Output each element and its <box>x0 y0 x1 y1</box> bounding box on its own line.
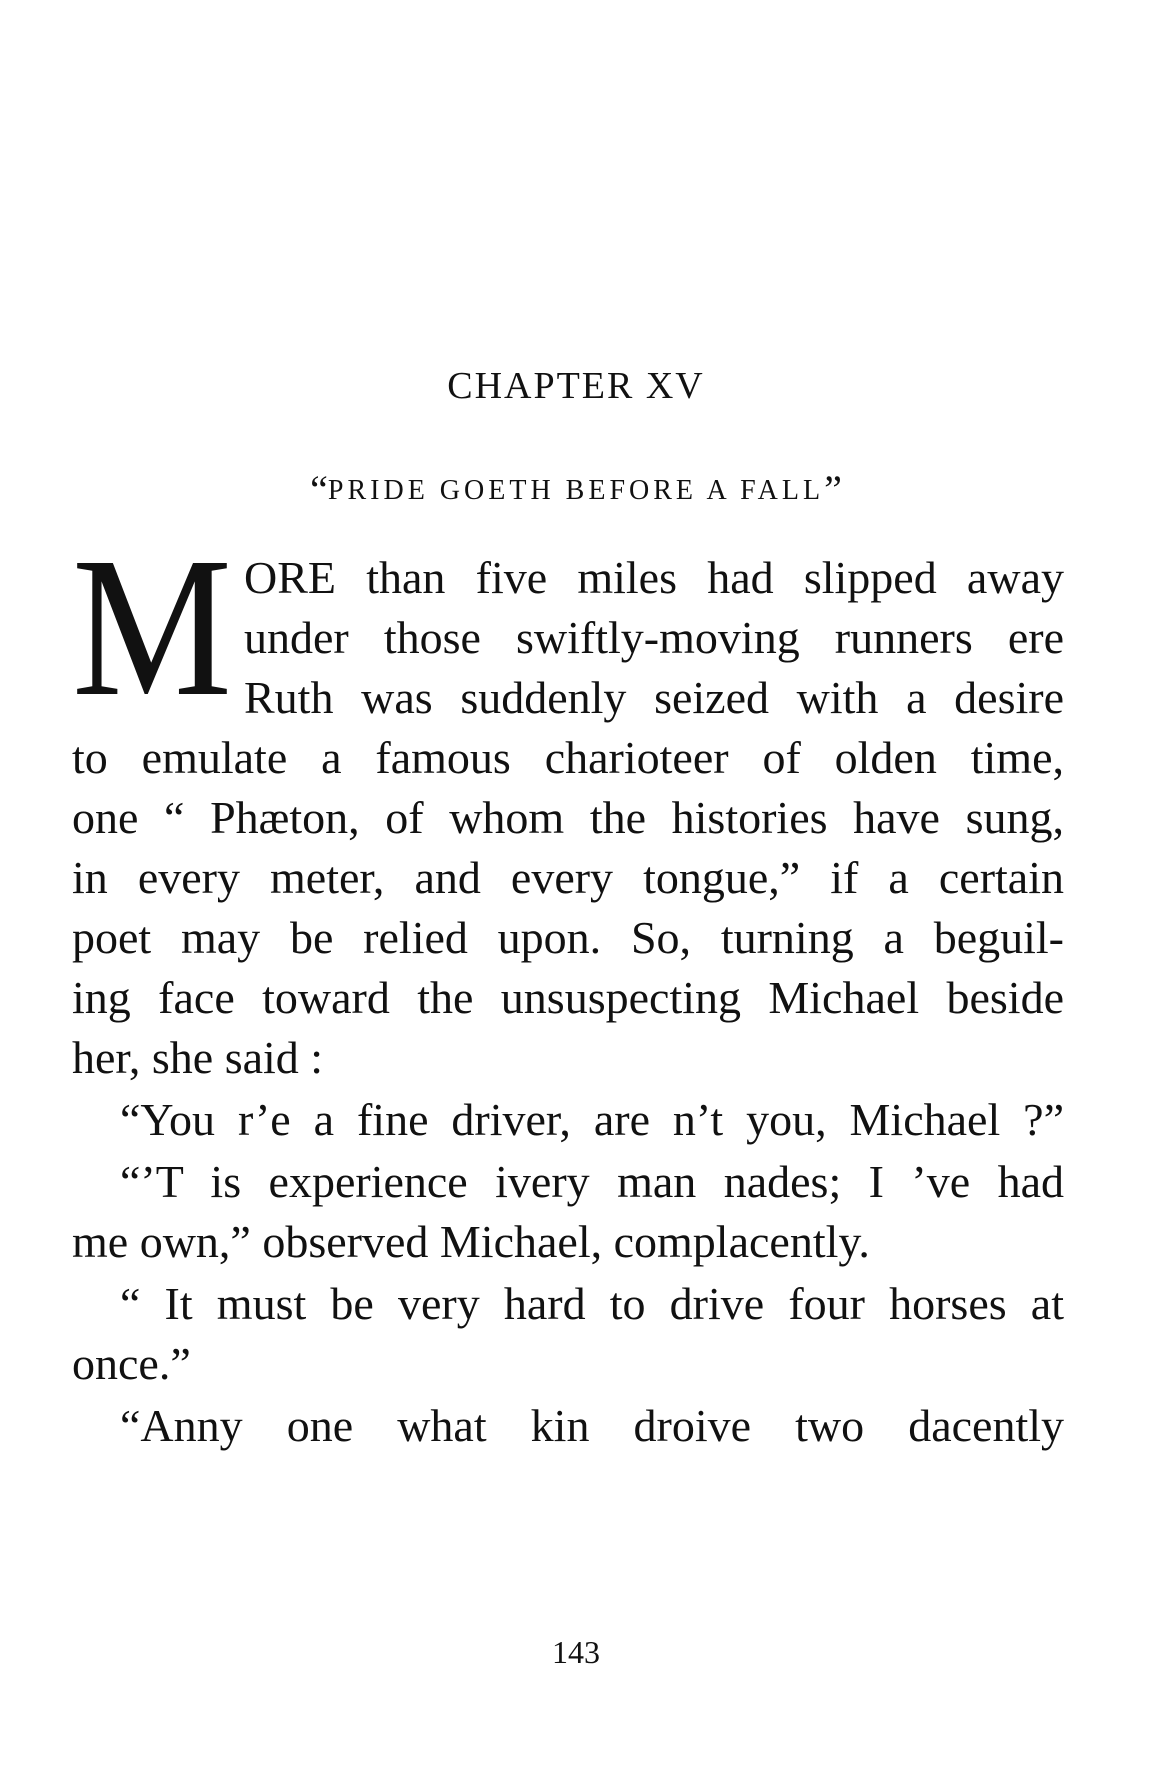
text-line: Ruth was suddenly seized with a desire <box>244 672 1064 723</box>
subtitle-open-quote: “ <box>310 467 328 512</box>
text-line: “Anny one what kin droive two dacently <box>120 1400 1064 1451</box>
text-line: her, she said : <box>72 1032 324 1083</box>
subtitle-text: PRIDE GOETH BEFORE A FALL <box>327 475 825 506</box>
text-line: poet may be relied upon. So, turning a beguil- <box>72 912 1064 963</box>
text-line: one “ Phæton, of whom the histories have sung, <box>72 792 1064 843</box>
text-line: once.” <box>72 1338 191 1389</box>
text-line: ing face toward the unsuspecting Michael beside <box>72 972 1064 1023</box>
chapter-subtitle <box>0 466 1152 513</box>
page-number: 143 <box>552 1634 600 1670</box>
text-line: under those swiftly-moving runners ere <box>244 612 1064 663</box>
text-line: “You r’e a fine driver, are n’t you, Michael ?” <box>120 1094 1064 1145</box>
chapter-heading: CHAPTER XV <box>447 365 705 407</box>
text-line: ORE than five miles had slipped away <box>244 552 1064 603</box>
text-line: in every meter, and every tongue,” if a certain <box>72 852 1064 903</box>
text-line: to emulate a famous charioteer of olden time, <box>72 732 1064 783</box>
text-line: me own,” observed Michael, complacently. <box>72 1216 870 1267</box>
subtitle-close-quote: ” <box>824 467 842 512</box>
text-line: “’T is experience ivery man nades; I ’ve had <box>120 1156 1064 1207</box>
text-line: “ It must be very hard to drive four horses at <box>120 1278 1064 1329</box>
drop-cap: M <box>72 517 233 738</box>
